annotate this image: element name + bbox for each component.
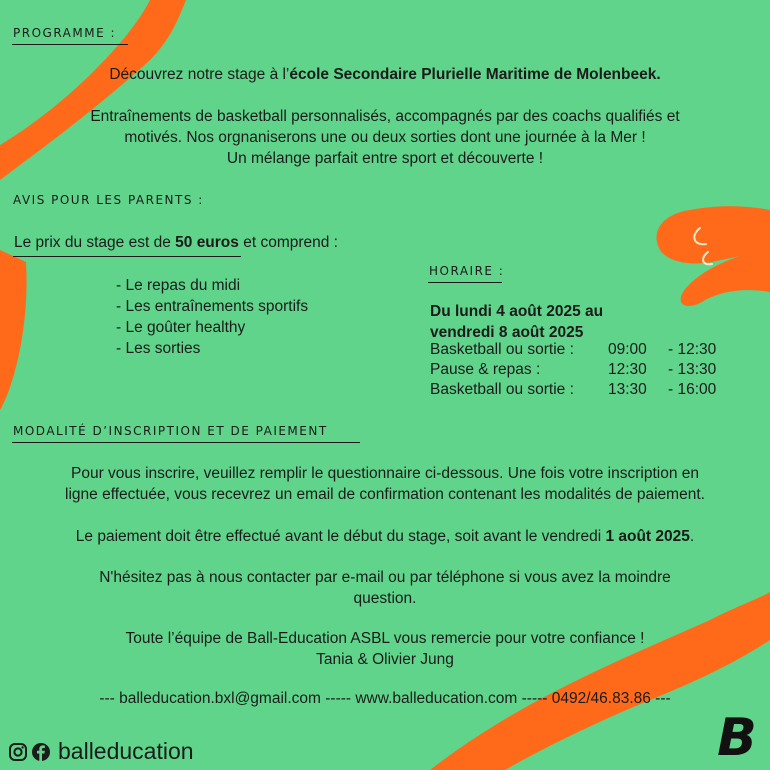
schedule-label: Basketball ou sortie : xyxy=(430,381,574,398)
price-underline xyxy=(13,256,241,257)
schedule-row xyxy=(430,380,750,402)
social-footer xyxy=(8,738,194,765)
programme-intro-text: Découvrez notre stage à l’ xyxy=(109,66,290,83)
price-line xyxy=(14,234,338,252)
logo-letter: B xyxy=(717,710,757,764)
social-handle[interactable]: balleducation xyxy=(58,738,194,764)
inscription-p3-line-2: question. xyxy=(353,590,417,607)
thanks-line: Toute l’équipe de Ball-Education ASBL vous remercie pour votre confiance ! xyxy=(125,630,645,647)
schedule-start: 09:00 xyxy=(608,341,647,358)
programme-heading: PROGRAMME : xyxy=(13,26,117,40)
inscription-heading-underline xyxy=(12,442,360,443)
inscription-paragraph-1 xyxy=(14,463,756,505)
inscription-p3-line-1: N'hésitez pas à nous contacter par e-mail ou par téléphone si vous avez la moindre xyxy=(99,569,671,586)
signature-line: Tania & Olivier Jung xyxy=(316,651,454,668)
price-includes-list xyxy=(116,275,308,359)
list-item: - Les entraînements sportifs xyxy=(116,298,309,315)
price-amount: 50 euros xyxy=(175,234,239,251)
programme-line-2: motivés. Nos orgnaniserons une ou deux sorties dont une journée à la Mer ! xyxy=(124,129,646,146)
programme-intro-school: école Secondaire Plurielle Maritime de Molenbeek. xyxy=(289,66,661,83)
programme-line-3: Un mélange parfait entre sport et découverte ! xyxy=(226,150,544,167)
inscription-paragraph-3 xyxy=(14,567,756,609)
inscription-heading: MODALITÉ D’INSCRIPTION ET DE PAIEMENT xyxy=(13,424,328,438)
schedule-start: 12:30 xyxy=(608,361,647,378)
schedule-end: - 16:00 xyxy=(668,381,717,398)
schedule-end: - 12:30 xyxy=(668,341,717,358)
schedule-row xyxy=(430,360,750,382)
programme-description xyxy=(14,106,756,169)
inscription-paragraph-2 xyxy=(14,526,756,547)
schedule-label: Pause & repas : xyxy=(430,361,541,378)
inscription-p1-line-1: Pour vous inscrire, veuillez remplir le questionnaire ci-dessous. Une fois votre inscription en xyxy=(70,465,700,482)
price-text-post: et comprend : xyxy=(238,234,338,251)
inscription-p1-line-2: ligne effectuée, vous recevrez un email de confirmation contenant les modalités de paiement. xyxy=(65,486,705,503)
schedule-row xyxy=(430,340,750,362)
horaire-heading: HORAIRE : xyxy=(429,264,505,278)
horaire-dates xyxy=(430,302,603,343)
programme-line-1: Entraînements de basketball personnalisés, accompagnés par des coachs qualifiés et xyxy=(90,108,680,125)
facebook-icon[interactable] xyxy=(31,742,51,762)
schedule-end: - 13:30 xyxy=(668,361,717,378)
instagram-icon[interactable] xyxy=(8,742,28,762)
list-item: - Le goûter healthy xyxy=(116,319,246,336)
payment-deadline-text: Le paiement doit être effectué avant le début du stage, soit avant le vendredi xyxy=(75,528,606,545)
payment-deadline-end: . xyxy=(689,528,695,545)
list-item: - Les sorties xyxy=(116,340,201,357)
parents-heading: AVIS POUR LES PARENTS : xyxy=(13,193,204,207)
horaire-dates-line-2: vendredi 8 août 2025 xyxy=(430,323,584,341)
programme-intro xyxy=(14,64,756,85)
list-item: - Le repas du midi xyxy=(116,277,241,294)
inscription-paragraph-4 xyxy=(14,628,756,670)
ball-education-logo xyxy=(712,710,762,764)
horaire-dates-line-1: Du lundi 4 août 2025 au xyxy=(430,303,604,320)
contact-line: --- balleducation.bxl@gmail.com ----- www.balleducation.com ----- 0492/46.83.86 --- xyxy=(99,690,671,707)
schedule-start: 13:30 xyxy=(608,381,647,398)
horaire-heading-underline xyxy=(428,282,502,283)
schedule-label: Basketball ou sortie : xyxy=(430,341,574,358)
programme-heading-underline xyxy=(12,44,128,45)
payment-deadline-date: 1 août 2025 xyxy=(605,528,690,545)
price-text-pre: Le prix du stage est de xyxy=(14,234,176,251)
